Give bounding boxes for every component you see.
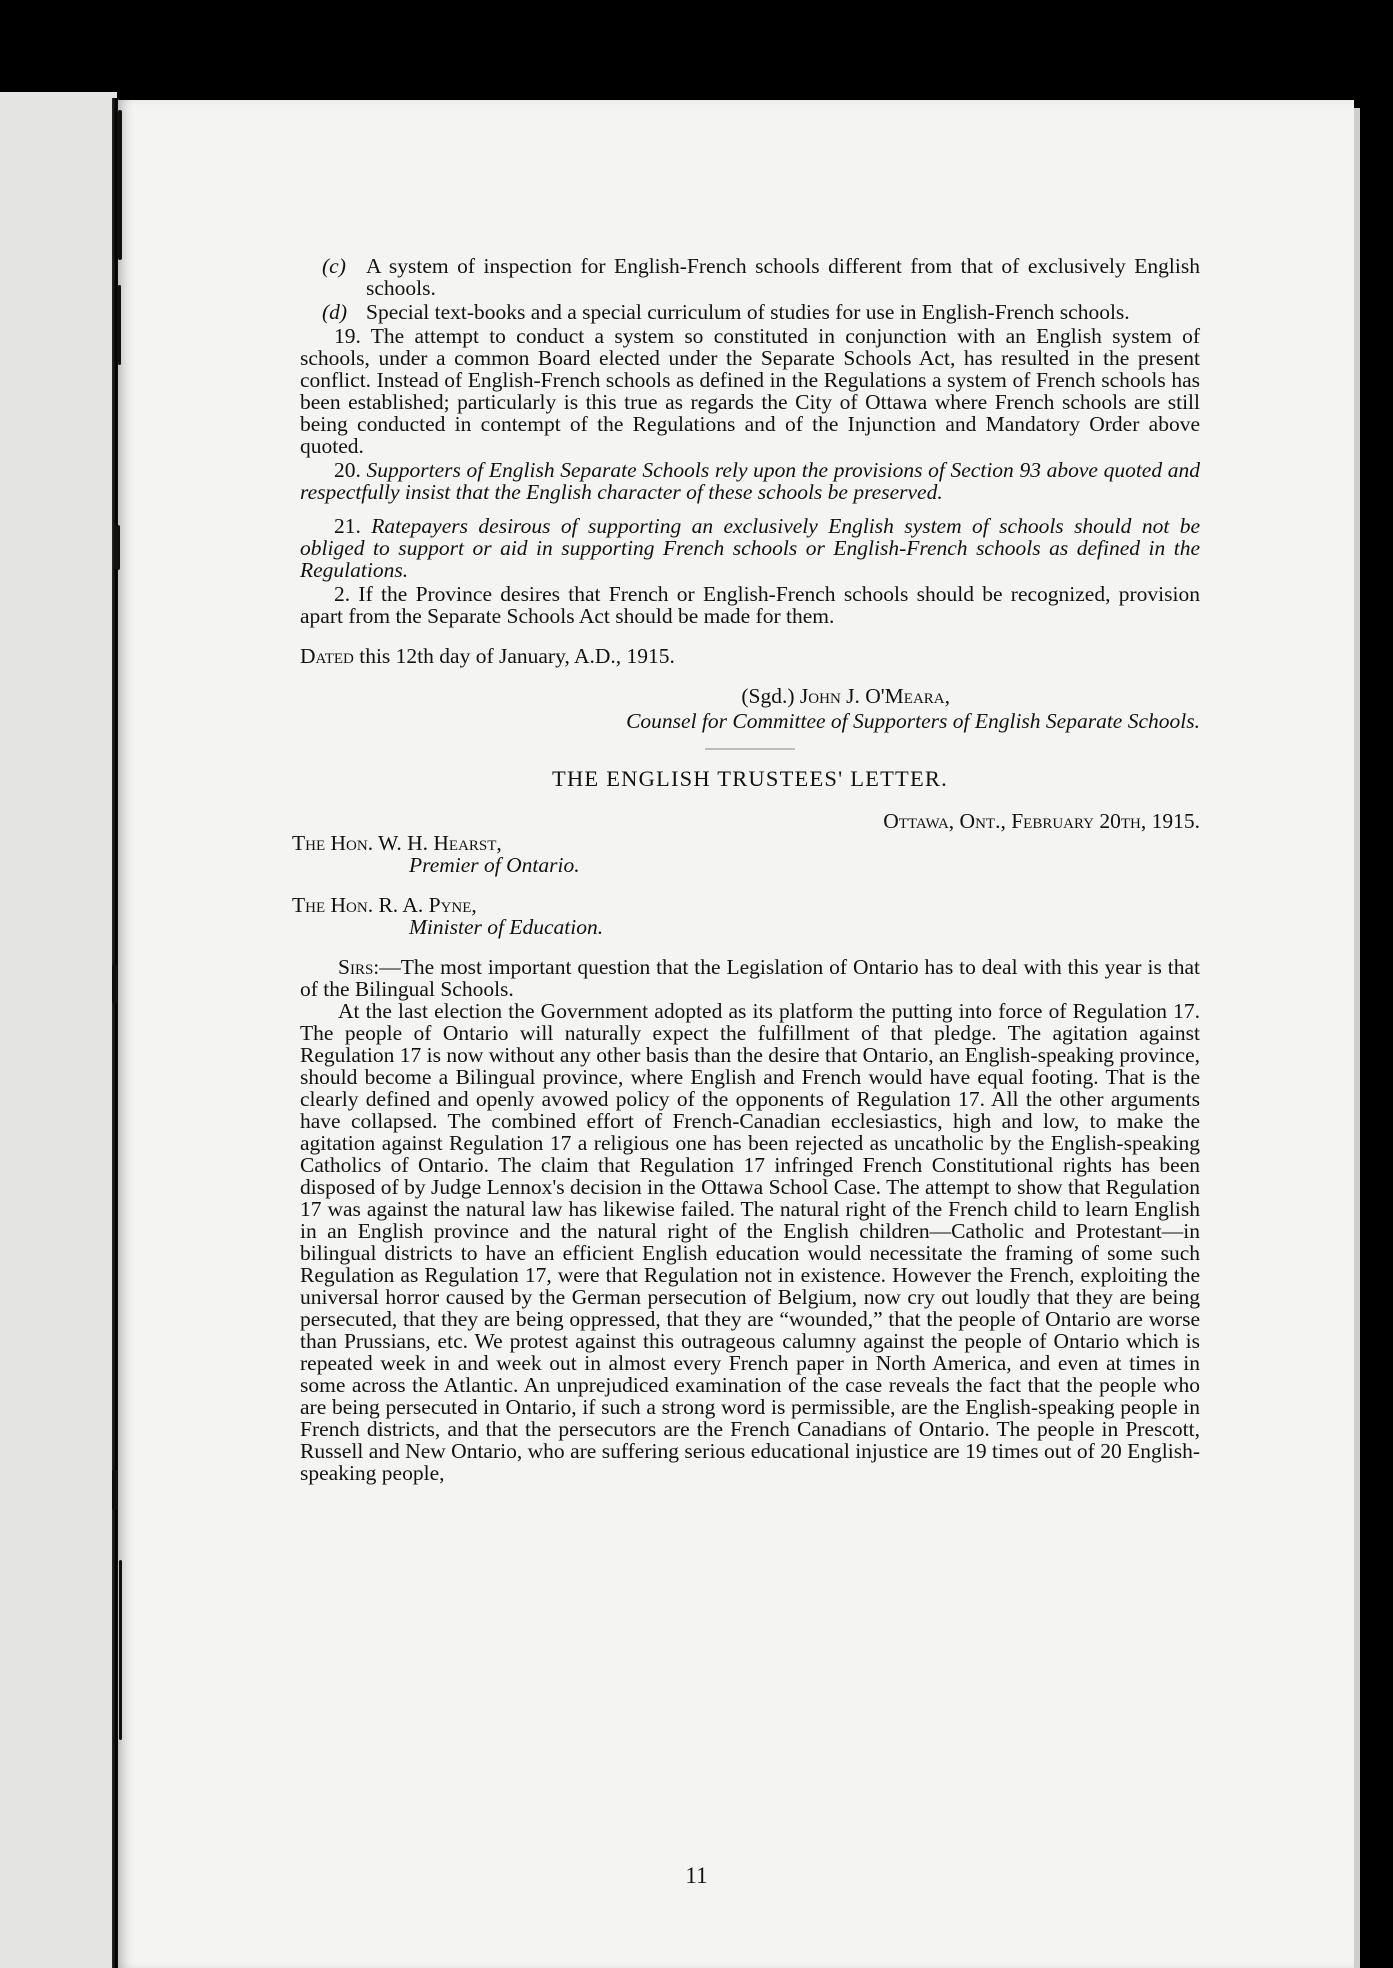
dated-text: this 12th day of January, A.D., 1915. <box>353 644 675 668</box>
letter-paragraph: At the last election the Government adopted as its platform the putting into force of Regulation 17. The people of Ontario will naturally expect the fulfillment of that pledge. The agitation against Regulation 17 is now without any other basis than the desire that Ontario, an English-speaking province, should become a Bilingual province, where English and French would have equal footing. That is the clearly defined and openly avowed policy of the opponents of Regulation 17. All the other arguments have collapsed. The combined effort of French-Canadian ecclesiastics, high and low, to make the agitation against Regulation 17 a religious one has been rejected as uncatholic by the English-speaking Catholics of Ontario. The claim that Regulation 17 infringed French Constitutional rights has been disposed of by Judge Lennox's decision in the Ottawa School Case. The attempt to show that Regulation 17 was against the natural law has likewise failed. The natural right of the French child to learn English in an English province and the natural right of the English children—Catholic and Protestant—in bilingual districts to have an efficient English education would necessitate the framing of some such Regulation as Regulation 17, were that Regulation not in existence. However the French, exploiting the universal horror caused by the German persecution of Belgium, now cry out loudly that they are being persecuted, that they are being oppressed, that they are “wounded,” that the people of Ontario are worse than Prussians, etc. We protest against this outrageous calumny against the people of Ontario which is repeated week in and week out in almost every French paper in North America, and even at times in some across the Atlantic. An unprejudiced examination of the case reveals the fact that the people who are being persecuted in Ontario, if such a strong word is permissible, are the English-speaking people in French districts, and that the persecutors are the French Canadians of Ontario. The people in Prescott, Russell and New Ontario, who are suffering serious educational injustice are 19 times out of 20 English-speaking people, <box>300 999 1200 1485</box>
addressee-name: The Hon. W. H. Hearst, <box>292 831 502 855</box>
page-number: 11 <box>685 1863 708 1888</box>
item-text: Special text-books and a special curriculum of studies for use in English-French schools. <box>366 300 1130 324</box>
signature-line <box>300 685 1200 707</box>
signature-name: John J. O'Meara, <box>799 684 950 708</box>
addressee-block <box>292 832 1200 938</box>
signature-role: Counsel for Committee of Supporters of English Separate Schools. <box>626 709 1200 733</box>
addressee-role: Premier of Ontario. <box>409 853 580 877</box>
scan-mark <box>118 110 122 260</box>
scan-mark <box>115 525 120 570</box>
letter-paragraph <box>300 956 1200 1000</box>
paragraph-number: 2. <box>334 582 351 606</box>
paragraph-text: —The most important question that the Legislation of Ontario has to deal with this year is that of the Bilingual Schools. <box>300 955 1200 1001</box>
paragraph-19 <box>300 325 1200 457</box>
scan-mark <box>112 965 118 1003</box>
paragraph-2 <box>300 583 1200 627</box>
item-label: (d) <box>322 300 348 324</box>
item-text: A system of inspection for English-French schools different from that of exclusively English schools. <box>366 254 1200 300</box>
section-heading: THE ENGLISH TRUSTEES' LETTER. <box>552 766 948 791</box>
paragraph-text: Supporters of English Separate Schools rely upon the provisions of Section 93 above quoted and respectfully insist that the English character of these schools be preserved. <box>300 458 1200 504</box>
scan-mark <box>112 1470 118 1510</box>
paragraph-text: If the Province desires that French or English-French schools should be recognized, provision apart from the Separate Schools Act should be made for them. <box>300 582 1200 628</box>
dated-line <box>300 645 1200 667</box>
letter-dateline: Ottawa, Ont., February 20th, 1915. <box>883 809 1200 833</box>
addressee-role: Minister of Education. <box>409 915 604 939</box>
salutation: Sirs: <box>338 955 380 979</box>
paragraph-21 <box>300 515 1200 581</box>
paragraph-20 <box>300 459 1200 503</box>
paragraph-number: 19. <box>334 324 361 348</box>
paragraph-text: The attempt to conduct a system so constituted in conjunction with an English system of schools, under a common Board elected under the Separate Schools Act, has resulted in the present conflict. Instead of English-French schools as defined in the Regulations a system of French schools has been established; particularly is this true as regards the City of Ottawa where French schools are still being conducted in contempt of the Regulations and of the Injunction and Mandatory Order above quoted. <box>300 324 1200 458</box>
scan-mark <box>118 285 121 365</box>
page-edge <box>1354 108 1360 1968</box>
facing-page-edge <box>0 92 117 1968</box>
paragraph-number: 20. <box>334 458 361 482</box>
item-label: (c) <box>322 254 346 278</box>
paragraph-text: Ratepayers desirous of supporting an exclusively English system of schools should not be obliged to support or aid in supporting French schools or English-French schools as defined in the Regulations. <box>300 514 1200 582</box>
list-item <box>322 254 1200 300</box>
dated-word: Dated <box>300 644 354 668</box>
addressee-name: The Hon. R. A. Pyne, <box>292 893 477 917</box>
paragraph-number: 21. <box>334 514 361 538</box>
page-content <box>292 254 1200 1485</box>
scan-mark <box>119 1560 122 1740</box>
list-item <box>322 300 1200 324</box>
section-divider <box>705 748 795 750</box>
signature-sgd: (Sgd.) <box>741 684 800 708</box>
